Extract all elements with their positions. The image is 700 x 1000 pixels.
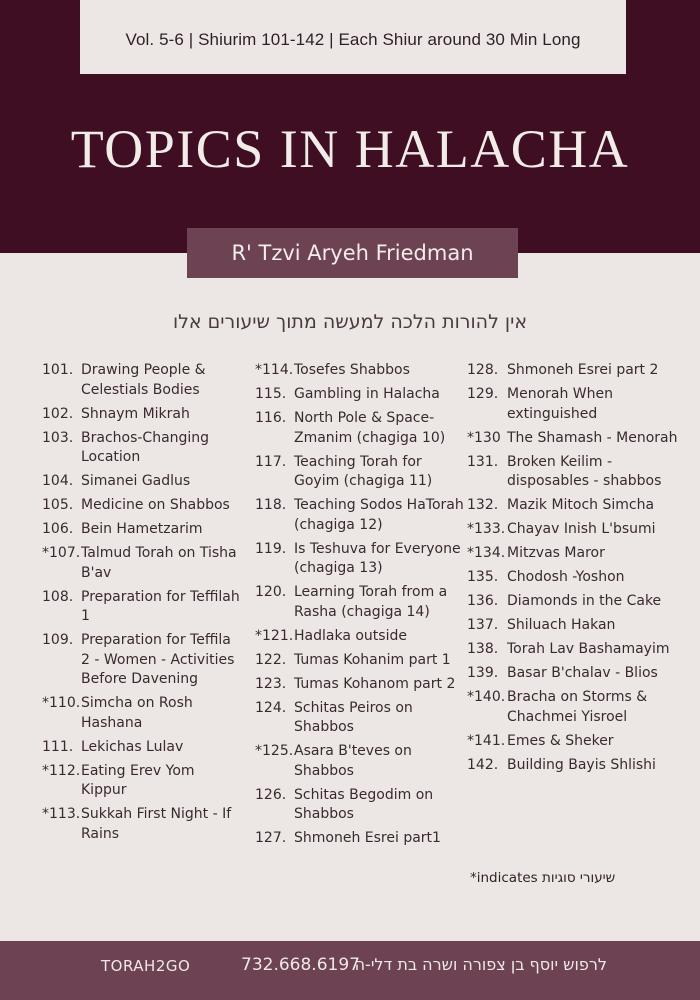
item-number: 127.: [255, 830, 287, 846]
item-label: Simcha on Rosh Hashana: [81, 695, 193, 731]
item-number: 117.: [255, 453, 287, 470]
list-item: [467, 688, 697, 727]
item-label: Talmud Torah on Tisha B'av: [81, 545, 237, 581]
item-number: 129.: [467, 386, 499, 402]
item-number: *110.: [42, 695, 81, 711]
list-item: [255, 742, 465, 781]
list-item: [42, 738, 242, 758]
list-item: [467, 496, 697, 516]
item-number: 111.: [42, 738, 74, 755]
item-number: 119.: [255, 540, 287, 557]
item-number: 131.: [467, 453, 499, 470]
item-label: Shmoneh Esrei part1: [294, 830, 441, 846]
item-label: Learning Torah from a Rasha (chagiga 14): [294, 584, 448, 620]
item-number: *140.: [467, 689, 506, 705]
item-label: Hadlaka outside: [294, 627, 407, 644]
item-label: Shnaym Mikrah: [81, 405, 190, 422]
list-item: [42, 472, 242, 492]
item-number: 101.: [42, 362, 74, 378]
list-item: [467, 429, 697, 449]
item-number: 132.: [467, 497, 499, 513]
legend-note-prefix: *indicates: [470, 870, 538, 886]
list-item: [42, 631, 242, 690]
list-item: [42, 361, 242, 400]
list-item: [42, 429, 242, 468]
item-label: Building Bayis Shlishi: [507, 756, 656, 773]
legend-note-hebrew: שיעורי סוגיות: [542, 870, 616, 886]
item-label: Lekichas Lulav: [81, 738, 184, 755]
list-item: [42, 544, 242, 583]
list-item: [255, 651, 465, 671]
item-label: Mazik Mitoch Simcha: [507, 497, 655, 513]
list-item: [467, 568, 697, 588]
list-item: [255, 675, 465, 695]
item-label: Torah Lav Bashamayim: [507, 641, 670, 657]
item-number: 136.: [467, 593, 499, 609]
item-label: Mitzvas Maror: [507, 545, 605, 561]
item-number: 118.: [255, 497, 287, 513]
list-item: [42, 520, 242, 540]
item-label: Medicine on Shabbos: [81, 497, 230, 513]
item-number: *112.: [42, 762, 81, 779]
item-label: Diamonds in the Cake: [507, 593, 662, 609]
item-label: Schitas Begodim on Shabbos: [294, 786, 434, 822]
item-label: Bein Hametzarim: [81, 521, 203, 537]
list-item: [467, 361, 697, 381]
item-number: *134.: [467, 545, 506, 561]
list-item: [255, 409, 465, 448]
legend-note: [470, 870, 670, 886]
item-number: 122.: [255, 651, 287, 668]
item-number: 115.: [255, 386, 287, 402]
item-number: *113.: [42, 806, 81, 822]
item-label: Sukkah First Night - If Rains: [81, 806, 232, 842]
item-number: 103.: [42, 429, 74, 446]
item-label: Preparation for Teffila 2 - Women - Activities Before Davening: [81, 632, 235, 687]
author-box: [187, 228, 518, 278]
item-label: The Shamash - Menorah: [507, 429, 678, 446]
author-name: R' Tzvi Aryeh Friedman: [231, 241, 474, 265]
item-number: 120.: [255, 584, 287, 600]
item-label: Preparation for Teffilah 1: [81, 588, 240, 624]
volume-line: Vol. 5-6 | Shiurim 101-142 | Each Shiur around 30 Min Long: [125, 30, 581, 49]
item-label: Teaching Torah for Goyim (chagiga 11): [294, 453, 433, 489]
list-item: [255, 699, 465, 738]
topic-column-3: [467, 361, 697, 780]
item-number: 108.: [42, 588, 74, 605]
item-number: *141.: [467, 732, 506, 749]
item-label: Gambling in Halacha: [294, 386, 440, 402]
item-number: 138.: [467, 641, 499, 657]
list-item: [255, 385, 465, 405]
item-label: Tosefes Shabbos: [294, 362, 410, 378]
list-item: [467, 544, 697, 564]
item-number: *114.: [255, 362, 294, 378]
list-item: [42, 588, 242, 627]
volume-box: [80, 0, 626, 74]
item-number: 116.: [255, 410, 287, 426]
item-number: 137.: [467, 617, 499, 633]
item-label: Eating Erev Yom Kippur: [81, 762, 195, 798]
disclaimer: אין להורות הלכה למעשה מתוך שיעורים אלו: [172, 311, 528, 333]
item-number: 124.: [255, 699, 287, 716]
list-item: [255, 453, 465, 492]
item-label: Drawing People & Celestials Bodies: [81, 362, 206, 398]
item-label: Is Teshuva for Everyone (chagiga 13): [294, 540, 461, 576]
item-label: Schitas Peiros on Shabbos: [294, 699, 413, 735]
item-label: Teaching Sodos HaTorah (chagiga 12): [294, 497, 464, 533]
phone-number: 732.668.6197: [241, 955, 360, 975]
torah2go-logo: TORAH2GO: [101, 957, 191, 975]
item-number: 142.: [467, 756, 499, 773]
list-item: [42, 496, 242, 516]
item-number: 109.: [42, 632, 74, 648]
list-item: [255, 496, 465, 535]
item-label: Shmoneh Esrei part 2: [507, 362, 659, 378]
item-label: Broken Keilim - disposables - shabbos: [507, 453, 662, 489]
item-number: 126.: [255, 786, 287, 803]
item-label: Menorah When extinguished: [507, 386, 613, 422]
item-number: 102.: [42, 405, 74, 422]
item-label: North Pole & Space-Zmanim (chagiga 10): [294, 410, 446, 446]
item-number: *130: [467, 429, 501, 446]
list-item: [467, 520, 697, 540]
list-item: [467, 385, 697, 424]
item-number: 139.: [467, 665, 499, 681]
item-number: 135.: [467, 569, 499, 585]
page-title: TOPICS IN HALACHA: [70, 119, 630, 179]
item-number: *121.: [255, 627, 294, 644]
item-number: 105.: [42, 497, 74, 513]
list-item: [467, 732, 697, 752]
item-number: 123.: [255, 675, 287, 692]
item-label: Shiluach Hakan: [507, 617, 616, 633]
list-item: [42, 805, 242, 844]
list-item: [255, 627, 465, 647]
topic-column-1: [42, 361, 242, 849]
list-item: [255, 583, 465, 622]
list-item: [255, 361, 465, 381]
item-label: Emes & Sheker: [507, 732, 614, 749]
item-number: *107.: [42, 545, 81, 561]
topic-column-2: [255, 361, 465, 853]
item-label: Tumas Kohanim part 1: [294, 651, 451, 668]
list-item: [467, 453, 697, 492]
list-item: [42, 405, 242, 425]
item-label: Basar B'chalav - Blios: [507, 665, 658, 681]
item-number: 106.: [42, 521, 74, 537]
dedication: לרפוש יוסף בן צפורה ושרה בת דלי-ה: [354, 955, 607, 974]
list-item: [467, 616, 697, 636]
list-item: [467, 592, 697, 612]
list-item: [255, 540, 465, 579]
list-item: [42, 694, 242, 733]
item-label: Bracha on Storms & Chachmei Yisroel: [507, 689, 648, 725]
item-number: 104.: [42, 473, 74, 489]
item-label: Tumas Kohanom part 2: [294, 675, 456, 692]
item-label: Asara B'teves on Shabbos: [294, 743, 412, 779]
item-number: *133.: [467, 521, 506, 537]
list-item: [467, 756, 697, 776]
item-number: *125.: [255, 743, 294, 759]
list-item: [255, 829, 465, 849]
list-item: [467, 664, 697, 684]
list-item: [42, 762, 242, 801]
item-label: Simanei Gadlus: [81, 473, 191, 489]
list-item: [467, 640, 697, 660]
item-number: 128.: [467, 362, 499, 378]
item-label: Chayav Inish L'bsumi: [507, 521, 656, 537]
item-label: Brachos-Changing Location: [81, 429, 210, 465]
list-item: [255, 786, 465, 825]
item-label: Chodosh -Yoshon: [507, 569, 625, 585]
